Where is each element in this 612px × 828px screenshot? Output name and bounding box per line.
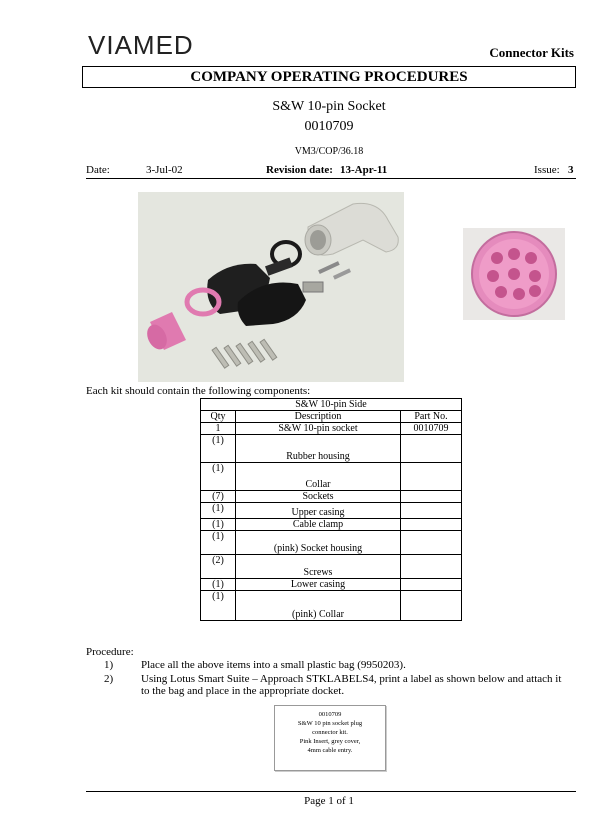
table-row (201, 579, 462, 591)
label-line: connector kit. (312, 729, 348, 736)
header-description: Description (236, 411, 401, 423)
label-line: 4mm cable entry. (307, 747, 353, 754)
table-row (201, 519, 462, 531)
document-reference: VM3/COP/36.18 (294, 146, 364, 157)
header-part-no: Part No. (401, 411, 462, 423)
table-row (201, 531, 462, 555)
row-description: (pink) Socket housing (236, 531, 401, 555)
row-qty: 1 (201, 423, 236, 435)
company-logo: VIAMED (88, 30, 194, 60)
kit-components-photo (138, 192, 404, 382)
table-row (201, 491, 462, 503)
row-part (401, 491, 462, 503)
row-qty: (1) (201, 591, 236, 621)
sample-label (274, 705, 386, 771)
row-description: Cable clamp (236, 519, 401, 531)
row-part (401, 503, 462, 519)
row-part (401, 531, 462, 555)
step-text: Using Lotus Smart Suite – Approach STKLABELS4, print a label as shown below and attach it to the bag and place in the appropriate docket. (141, 673, 562, 697)
row-description: S&W 10-pin socket (236, 423, 401, 435)
row-part (401, 555, 462, 579)
step-text: Place all the above items into a small plastic bag (9950203). (141, 659, 406, 671)
procedure-heading: Procedure: (86, 646, 134, 658)
row-part (401, 519, 462, 531)
row-part (401, 463, 462, 491)
socket-face-photo (463, 228, 565, 320)
issue-label: Issue: (534, 164, 560, 176)
issue-value: 3 (568, 164, 574, 176)
table-row (201, 463, 462, 491)
section-title: Connector Kits (489, 45, 574, 60)
components-table (200, 398, 462, 621)
row-qty: (1) (201, 503, 236, 519)
date-label: Date: (86, 164, 110, 176)
row-qty: (7) (201, 491, 236, 503)
table-row (201, 503, 462, 519)
row-part (401, 435, 462, 463)
row-part (401, 579, 462, 591)
row-description: Upper casing (236, 503, 401, 519)
row-part (401, 591, 462, 621)
row-description: Lower casing (236, 579, 401, 591)
date-value: 3-Jul-02 (146, 164, 183, 176)
label-line: 0010709 (318, 711, 342, 718)
label-line: Pink Insert, grey cover, (299, 738, 361, 745)
row-description: (pink) Collar (236, 591, 401, 621)
row-qty: (1) (201, 531, 236, 555)
row-description: Rubber housing (236, 435, 401, 463)
row-qty: (1) (201, 519, 236, 531)
table-row (201, 435, 462, 463)
row-part: 0010709 (401, 423, 462, 435)
table-caption: S&W 10-pin Side (201, 399, 462, 411)
row-qty: (1) (201, 435, 236, 463)
row-qty: (1) (201, 463, 236, 491)
part-code: 0010709 (304, 119, 354, 134)
banner-title: COMPANY OPERATING PROCEDURES (82, 66, 576, 88)
row-qty: (1) (201, 579, 236, 591)
step-number: 2) (104, 673, 114, 685)
label-line: S&W 10 pin socket plug (297, 720, 363, 727)
row-description: Sockets (236, 491, 401, 503)
revision-label: Revision date: (266, 164, 333, 176)
table-row (201, 591, 462, 621)
footer-divider (86, 791, 576, 792)
date-row (86, 164, 576, 179)
table-row (201, 555, 462, 579)
page-number: Page 1 of 1 (304, 795, 354, 807)
document-title: S&W 10-pin Socket (272, 99, 386, 114)
row-qty: (2) (201, 555, 236, 579)
table-row (201, 423, 462, 435)
revision-date: 13-Apr-11 (340, 164, 388, 176)
step-number: 1) (104, 659, 114, 671)
intro-text: Each kit should contain the following components: (86, 385, 311, 397)
row-description: Screws (236, 555, 401, 579)
header-qty: Qty (201, 411, 236, 423)
row-description: Collar (236, 463, 401, 491)
